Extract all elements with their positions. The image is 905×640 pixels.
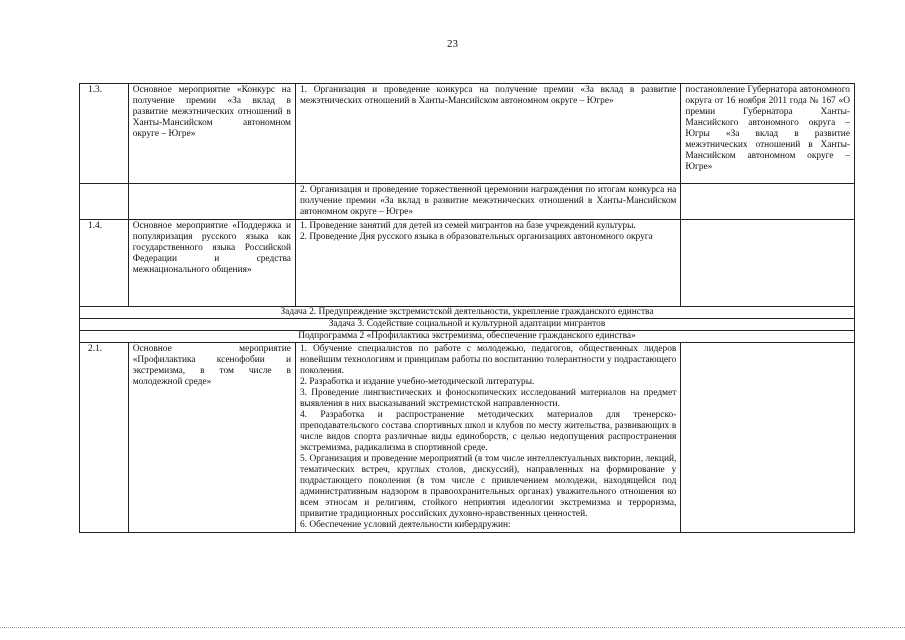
section-header-row: [80, 331, 855, 343]
action-item: 1. Обучение специалистов по работе с молодежью, педагогов, общественных лидеров новейшим технологиям и принципам работы по воспитанию толерантности у подрастающего поколения.: [299, 344, 677, 376]
legal-basis: постановление Губернатора автономного округа от 16 ноября 2011 года № 167 «О премии Губернатора Ханты-Мансийского автономного округа – Югры «За вклад в развитие межэтнических отношений в Ханты-Мансийском автономном округе – Югре»: [681, 84, 855, 184]
legal-basis: [681, 343, 855, 533]
action-item: 4. Разработка и распространение методических материалов для тренерско-преподавательского состава спортивных школ и клубов по месту жительства, развивающих в числе видов спорта различные виды единоборств, с целью недопущения распространения экстремизма, радикализма в спортивной среде.: [299, 410, 677, 453]
table-row: [80, 84, 855, 184]
table-row: [80, 343, 855, 533]
section-header-subprogram-2: Подпрограмма 2 «Профилактика экстремизма, обеспечение гражданского единства»: [80, 331, 855, 343]
table-row: [80, 220, 855, 307]
action-item: 2. Проведение Дня русского языка в образовательных организациях автономного округа: [299, 232, 653, 242]
section-header-task-3: Задача 3. Содействие социальной и культурной адаптации мигрантов: [80, 319, 855, 331]
scan-bottom-edge: [0, 627, 905, 628]
section-header-row: [80, 319, 855, 331]
event-actions: [295, 184, 680, 220]
program-table: [79, 83, 855, 533]
action-item: 3. Проведение лингвистических и фоноскопических исследований материалов на предмет выявления в них высказываний экстремистской направленности.: [299, 388, 677, 409]
event-name: Основное мероприятие «Поддержка и популяризация русского языка как государственного языка Российской Федерации и средства межнационального общения»: [128, 220, 295, 307]
page-number: 23: [447, 38, 458, 50]
section-header-task-2: Задача 2. Предупреждение экстремистской деятельности, укрепление гражданского единства: [80, 307, 855, 319]
event-actions: [295, 220, 680, 307]
legal-basis: [681, 220, 855, 307]
event-name: [128, 184, 295, 220]
event-name: Основное мероприятие «Профилактика ксенофобии и экстремизма, в том числе в молодежной среде»: [128, 343, 295, 533]
row-number: 2.1.: [80, 343, 129, 533]
table-row: [80, 184, 855, 220]
row-number: 1.4.: [80, 220, 129, 307]
action-item: 6. Обеспечение условий деятельности кибердружин:: [299, 520, 511, 530]
event-actions: [295, 343, 680, 533]
row-number: [80, 184, 129, 220]
legal-basis: [681, 184, 855, 220]
action-item: 2. Разработка и издание учебно-методической литературы.: [299, 377, 535, 387]
action-item: 1. Проведение занятий для детей из семей мигрантов на базе учреждений культуры.: [299, 221, 636, 231]
action-item: 5. Организация и проведение мероприятий (в том числе интеллектуальных викторин, лекций, тематических встреч, круглых столов, дискуссий), направленных на формирование у подрастающего поколения (в том числе с привлечением молодежи, находящейся под административным надзором в правоохранительных органах) уважительного отношения ко всем этносам и религиям, стойкого неприятия идеологии экстремизма и терроризма, привитие традиционных российских духовно-нравственных ценностей.: [299, 454, 677, 519]
row-number: 1.3.: [80, 84, 129, 184]
action-item: 1. Организация и проведение конкурса на получение премии «За вклад в развитие межэтнических отношений в Ханты-Мансийском автономном округе – Югре»: [299, 85, 677, 106]
event-actions: [295, 84, 680, 184]
section-header-row: [80, 307, 855, 319]
event-name: Основное мероприятие «Конкурс на получение премии «За вклад в развитие межэтнических отношений в Ханты-Мансийском автономном округе – Югре»: [128, 84, 295, 184]
action-item: 2. Организация и проведение торжественной церемонии награждения по итогам конкурса на получение премии «За вклад в развитие межэтнических отношений в Ханты-Мансийском автономном округе – Югре»: [299, 185, 677, 217]
